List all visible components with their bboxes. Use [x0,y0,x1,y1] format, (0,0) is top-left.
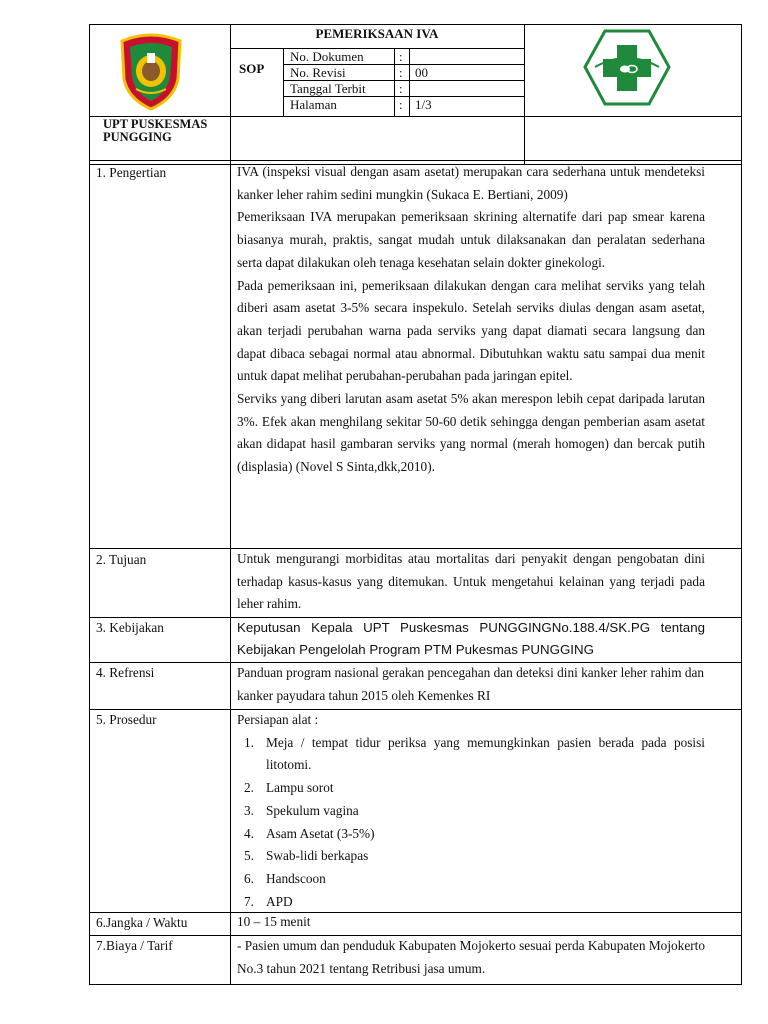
list-item [237,868,705,891]
meta-label-divider [283,48,284,116]
meta-sep-divider-b [409,48,410,116]
list-number: 4. [244,825,254,841]
meta-value-halaman: 1/3 [415,97,432,112]
label-pengertian: 1. Pengertian [96,165,167,180]
label-kebijakan: 3. Kebijakan [96,620,164,635]
list-number: 6. [244,870,254,886]
label-jangka-waktu: 6.Jangka / Waktu [96,915,188,930]
document-title: PEMERIKSAAN IVA [315,26,439,41]
header-divider-left [230,24,231,165]
list-item-text: APD [266,893,293,909]
list-item [237,891,705,914]
header-divider-right [524,24,525,165]
title-underline [230,48,524,49]
list-number: 1. [244,734,254,750]
list-item [237,732,705,777]
biaya-content: - Pasien umum dan penduduk Kabupaten Mojokerto sesuai perda Kabupaten Mojokerto No.3 tahun 2021 tentang Retribusi jasa umum. [237,938,705,976]
pengertian-paragraph-2: Pemeriksaan IVA merupakan pemeriksaan skrining alternatife dari pap smear karena biasanya murah, praktis, sangat mudah untuk dilaksanakan dan peralatan sederhana serta dapat dilakukan oleh tenaga kesehatan selain dokter ginekologi. [237,209,705,270]
meta-label-halaman: Halaman [290,97,337,112]
meta-sep-no-revisi: : [399,65,403,80]
puskesmas-cross-icon [583,29,671,106]
meta-sep-divider-a [394,48,395,116]
meta-label-tanggal-terbit: Tanggal Terbit [290,81,366,96]
list-number: 5. [244,848,254,864]
prosedur-list [237,732,705,914]
list-item-text: Swab-lidi berkapas [266,848,369,864]
kebijakan-content: Keputusan Kepala UPT Puskesmas PUNGGINGNo.188.4/SK.PG tentang Kebijakan Pengelolah Program PTM Pukesmas PUNGGING [237,620,705,657]
jangka-content: 10 – 15 menit [237,914,311,929]
pengertian-content [237,161,705,479]
list-item-text: Asam Asetat (3-5%) [266,825,375,841]
list-item-text: Lampu sorot [266,780,334,796]
list-item [237,800,705,823]
list-item-text: Spekulum vagina [266,802,359,818]
list-item [237,777,705,800]
sop-label: SOP [239,61,265,76]
pengertian-paragraph-4: Serviks yang diberi larutan asam asetat 5% akan merespon lebih cepat daripada larutan 3%. Efek akan menghilang sekitar 50-60 detik sehingga dengan pemberian asam asetat akan didapat hasil gambaran serviks yang normal (merah homogen) dan bercak putih (displasia) (Novel S Sinta,dkk,2010). [237,391,705,475]
meta-sep-tanggal-terbit: : [399,81,403,96]
list-number: 2. [244,780,254,796]
label-biaya-tarif: 7.Biaya / Tarif [96,938,173,953]
refrensi-content: Panduan program nasional gerakan pencegahan dan deteksi dini kanker leher rahim dan kanker payudara tahun 2015 oleh Kemenkes RI [237,665,705,703]
meta-value-no-revisi: 00 [415,65,428,80]
label-refrensi: 4. Refrensi [96,665,155,680]
prosedur-intro: Persiapan alat : [237,712,319,727]
meta-sep-no-dokumen: : [399,49,403,64]
prosedur-content [237,709,705,913]
label-prosedur: 5. Prosedur [96,712,157,727]
regency-emblem-icon [116,33,186,111]
meta-label-no-dokumen: No. Dokumen [290,49,364,64]
list-item [237,823,705,846]
pengertian-paragraph-1: IVA (inspeksi visual dengan asam asetat) merupakan cara sederhana untuk mendeteksi kanker leher rahim sedini mungkin (Sukaca E. Bertiani, 2009) [237,164,705,202]
meta-sep-halaman: : [399,97,403,112]
label-tujuan: 2. Tujuan [96,552,147,567]
pengertian-paragraph-3: Pada pemeriksaan ini, pemeriksaan dilakukan dengan cara melihat serviks yang telah diberi asam asetat 3-5% secara inspekulo. Setelah serviks diulas dengan asam asetat, akan terjadi perubahan warna pada serviks yang dapat diamati secara langsung dan dapat dibaca sebagai normal atau abnormal. Dibutuhkan waktu satu sampai dua menit untuk dapat melihat perubahan-perubahan pada jaringan epitel. [237,277,705,384]
list-item-text: Handscoon [266,870,326,886]
list-item-text: Meja / tempat tidur periksa yang memungkinkan pasien berada pada posisi litotomi. [266,734,705,773]
tujuan-content: Untuk mengurangi morbiditas atau mortalitas dari penyakit dengan pengobatan dini terhadap kasus-kasus yang ditemukan. Untuk mengetahui kelainan yang terjadi pada leher rahim. [237,551,705,612]
list-number: 3. [244,802,254,818]
meta-label-no-revisi: No. Revisi [290,65,346,80]
content-column-divider [230,160,231,985]
list-number: 7. [244,893,254,909]
organization-name: UPT PUSKESMAS PUNGGING [103,117,208,144]
list-item [237,845,705,868]
